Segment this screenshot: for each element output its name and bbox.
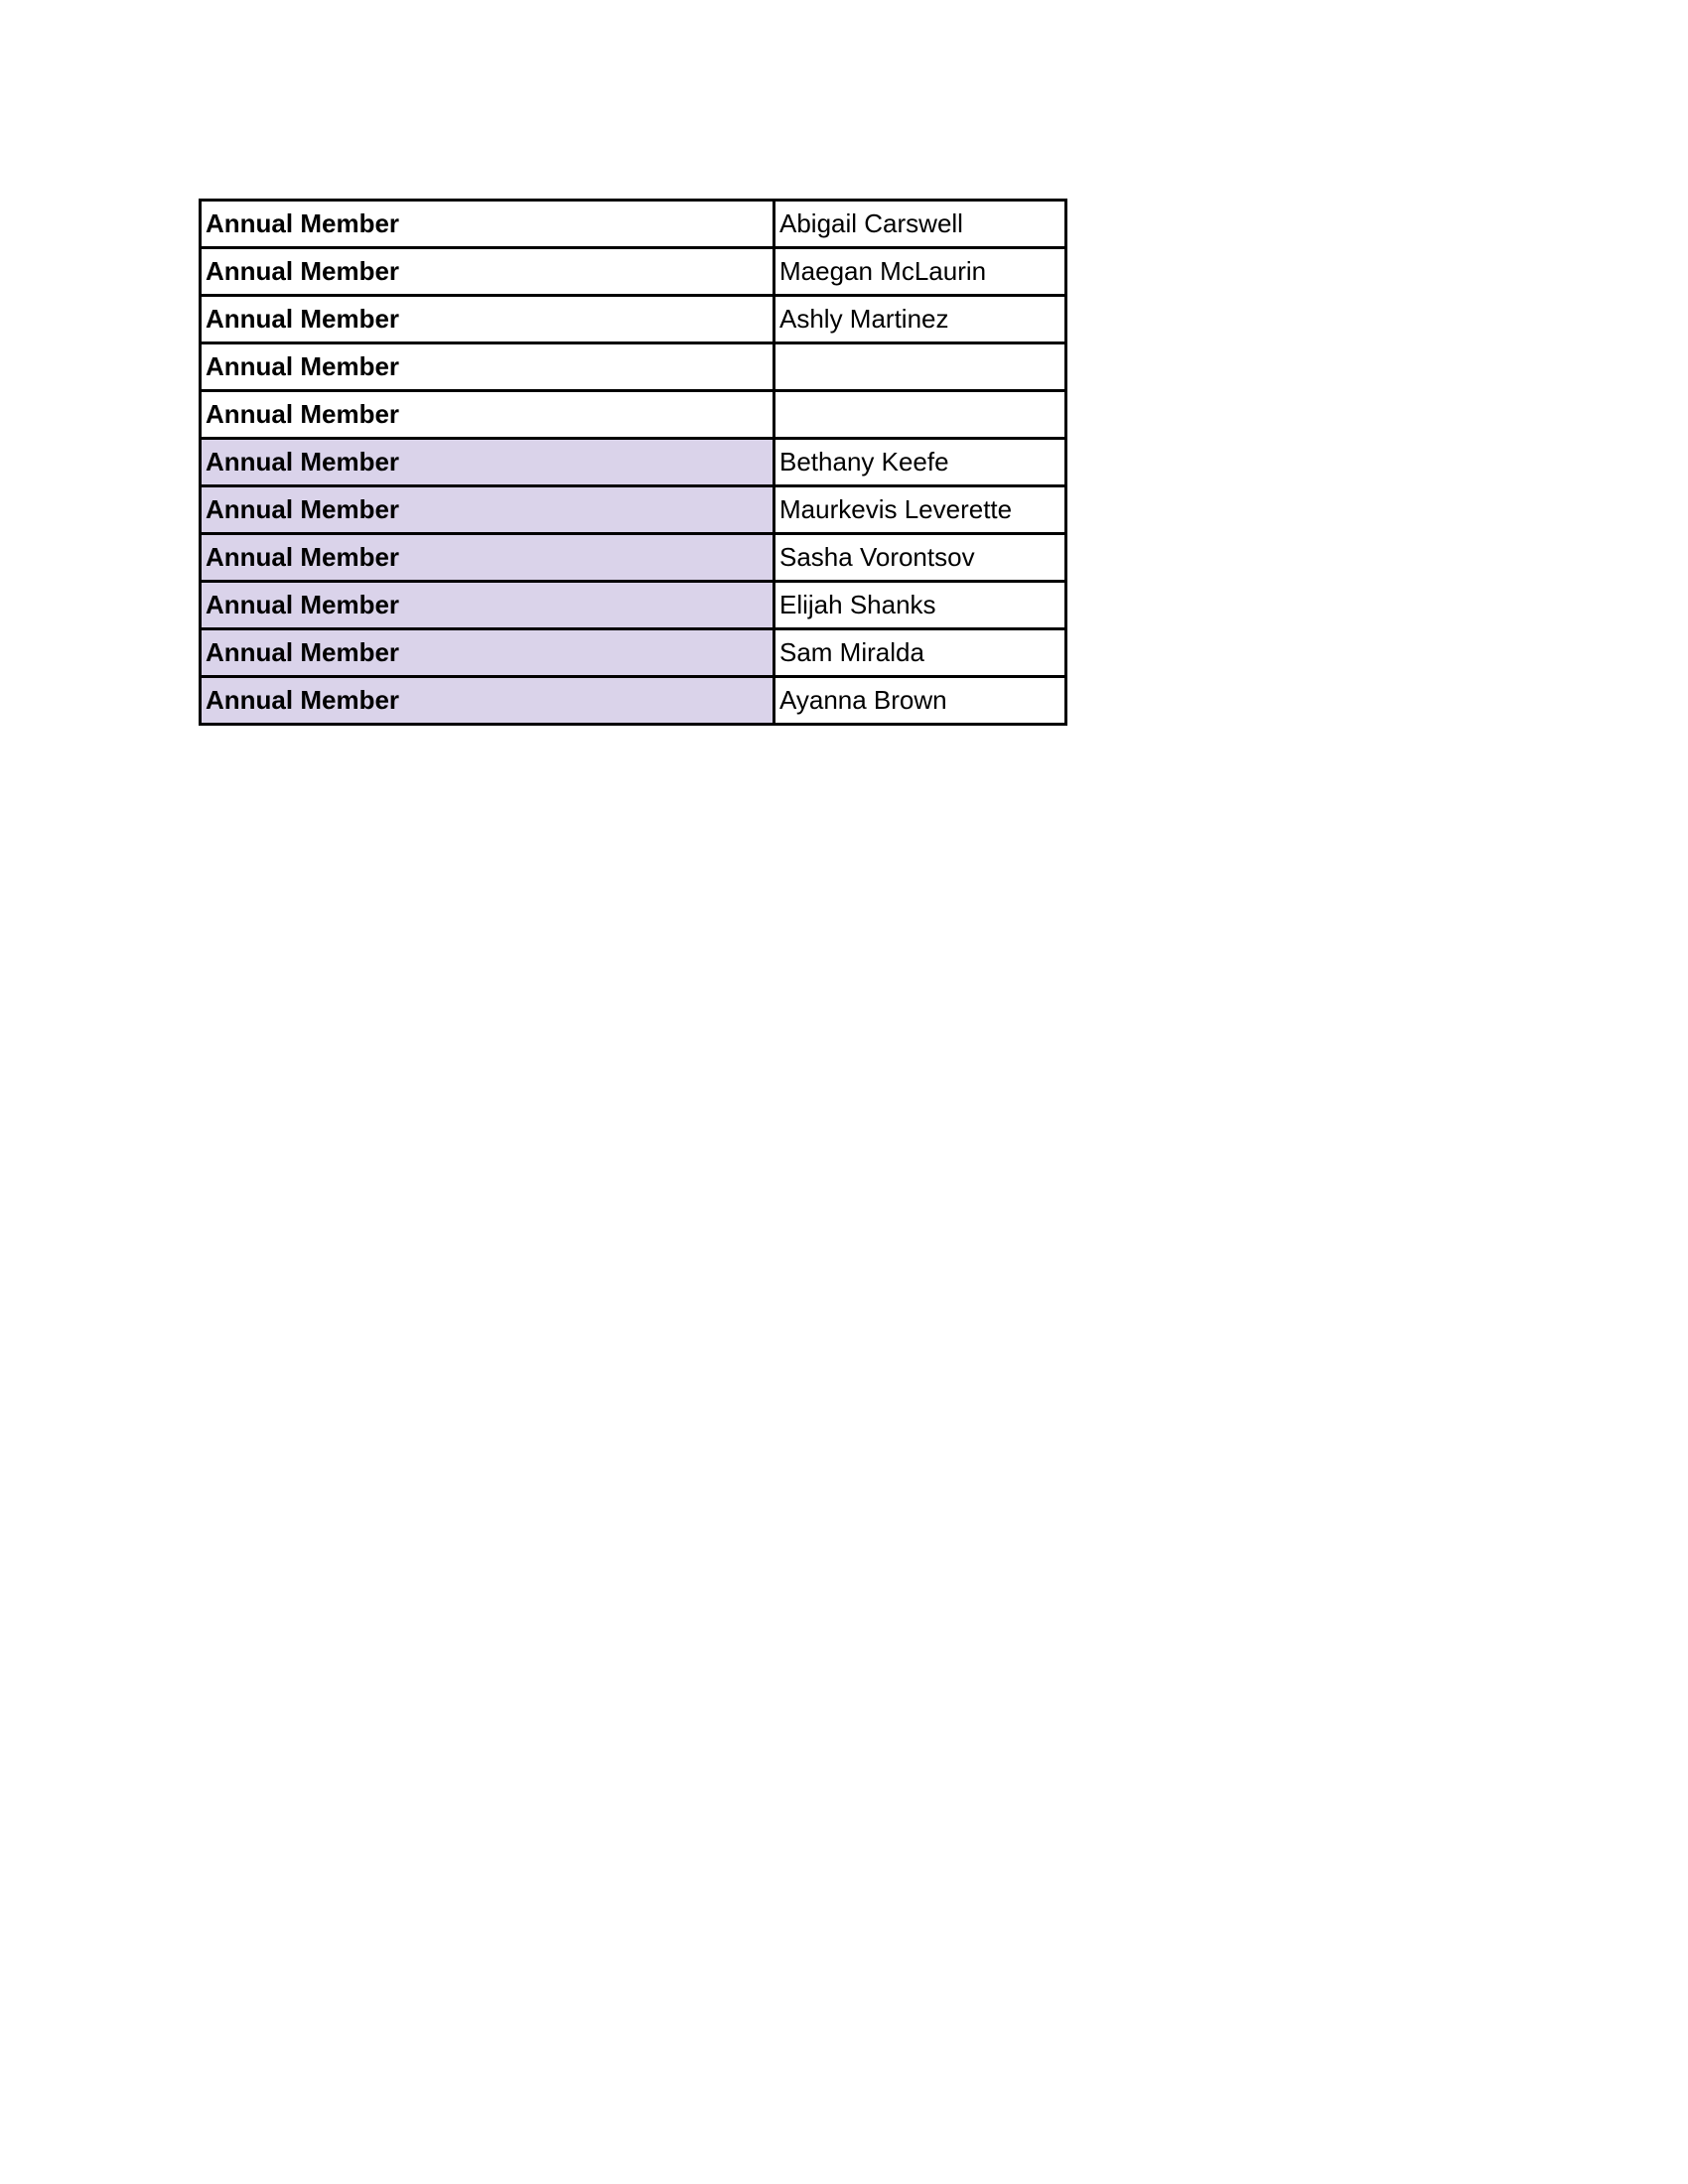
member-role-cell: Annual Member	[201, 201, 774, 248]
member-name-cell: Bethany Keefe	[774, 439, 1066, 486]
member-name-cell: Sasha Vorontsov	[774, 534, 1066, 582]
member-name-cell: Sam Miralda	[774, 629, 1066, 677]
table-row	[201, 343, 1066, 391]
member-role-cell: Annual Member	[201, 677, 774, 725]
table-row	[201, 248, 1066, 296]
table-row	[201, 296, 1066, 343]
table-row	[201, 391, 1066, 439]
member-role-cell: Annual Member	[201, 343, 774, 391]
member-name-cell	[774, 391, 1066, 439]
member-name-cell: Elijah Shanks	[774, 582, 1066, 629]
member-name-cell: Maurkevis Leverette	[774, 486, 1066, 534]
member-role-cell: Annual Member	[201, 296, 774, 343]
member-role-cell: Annual Member	[201, 439, 774, 486]
member-role-cell: Annual Member	[201, 391, 774, 439]
member-name-cell	[774, 343, 1066, 391]
table-row	[201, 201, 1066, 248]
member-role-cell: Annual Member	[201, 248, 774, 296]
table-row	[201, 677, 1066, 725]
member-name-cell: Abigail Carswell	[774, 201, 1066, 248]
member-name-cell: Ayanna Brown	[774, 677, 1066, 725]
member-name-cell: Maegan McLaurin	[774, 248, 1066, 296]
member-roster-table	[199, 199, 1067, 726]
member-roster-body	[201, 201, 1066, 725]
member-role-cell: Annual Member	[201, 582, 774, 629]
member-role-cell: Annual Member	[201, 486, 774, 534]
table-row	[201, 439, 1066, 486]
table-row	[201, 582, 1066, 629]
table-row	[201, 629, 1066, 677]
member-name-cell: Ashly Martinez	[774, 296, 1066, 343]
member-role-cell: Annual Member	[201, 629, 774, 677]
table-row	[201, 534, 1066, 582]
member-role-cell: Annual Member	[201, 534, 774, 582]
table-row	[201, 486, 1066, 534]
